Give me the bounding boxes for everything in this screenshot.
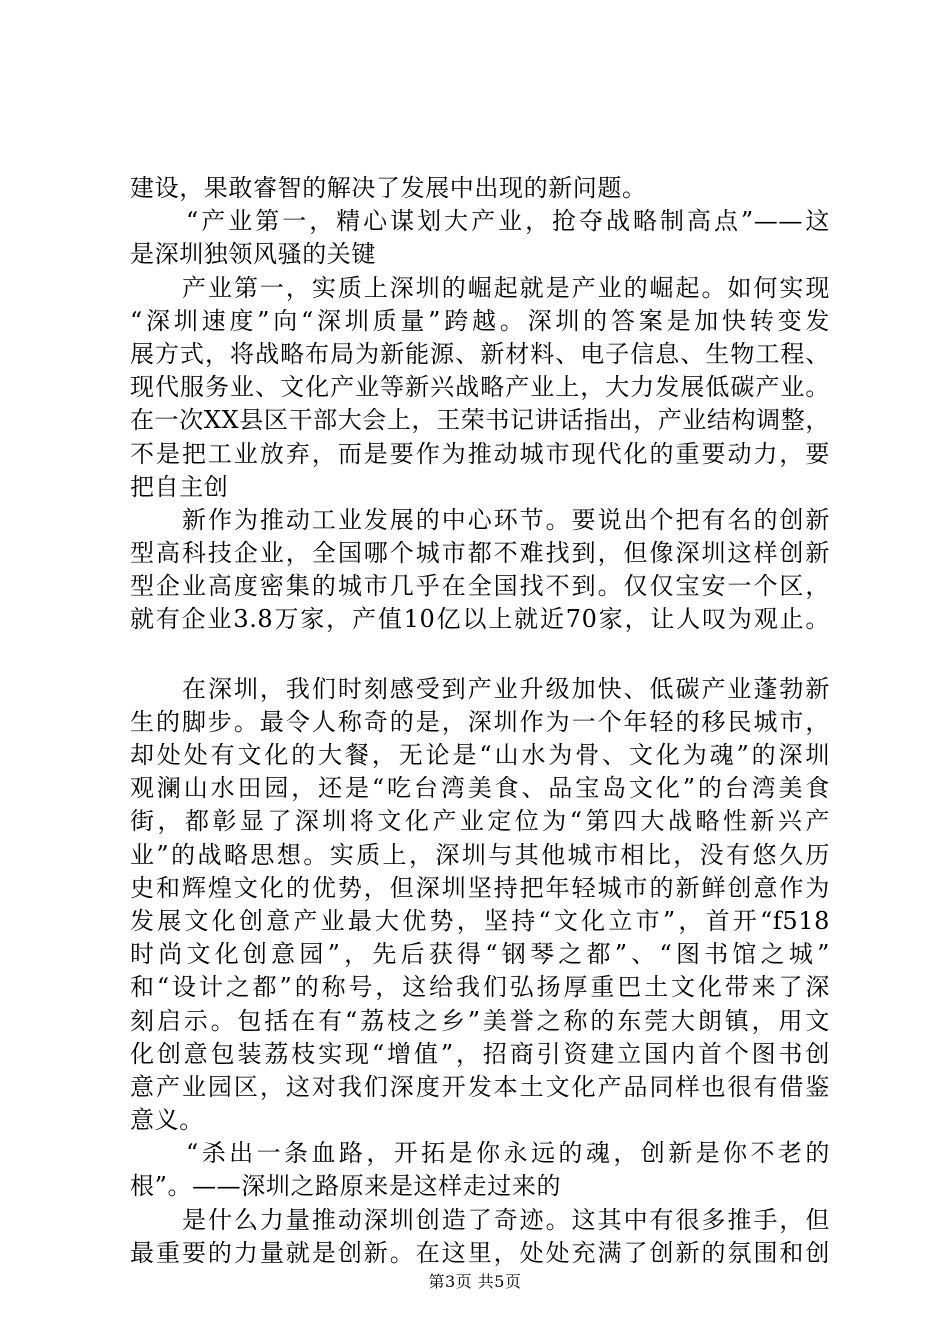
text-line: 街，都彰显了深圳将文化产业定位为“第四大战略性新兴产 bbox=[130, 807, 830, 836]
text-line: “产业第一，精心谋划大产业，抢夺战略制高点”——这 bbox=[186, 207, 830, 236]
text-line: 是深圳独领风骚的关键 bbox=[130, 240, 376, 269]
text-line: “杀出一条血路，开拓是你永远的魂，创新是你不老的 bbox=[186, 1139, 830, 1168]
text-line: 生的脚步。最令人称奇的是，深圳作为一个年轻的移民城市， bbox=[130, 707, 830, 736]
text-line: 是什么力量推动深圳创造了奇迹。这其中有很多推手，但 bbox=[182, 1205, 830, 1234]
text-line: 把自主创 bbox=[130, 472, 229, 501]
text-line: 意义。 bbox=[130, 1106, 204, 1135]
text-line: 新作为推动工业发展的中心环节。要说出个把有名的创新 bbox=[182, 505, 830, 534]
text-line: 型高科技企业，全国哪个城市都不难找到，但像深圳这样创新 bbox=[130, 539, 830, 568]
text-line: 观澜山水田园，还是“吃台湾美食、品宝岛文化”的台湾美食 bbox=[130, 774, 830, 803]
text-line: 在一次XX县区干部大会上，王荣书记讲话指出，产业结构调整， bbox=[130, 406, 830, 435]
text-line: 意产业园区，这对我们深度开发本土文化产品同样也很有借鉴 bbox=[130, 1072, 830, 1101]
text-line: 型企业高度密集的城市几乎在全国找不到。仅仅宝安一个区， bbox=[130, 572, 830, 601]
text-line: 最重要的力量就是创新。在这里，处处充满了创新的氛围和创 bbox=[130, 1238, 830, 1267]
text-line: 现代服务业、文化产业等新兴战略产业上，大力发展低碳产业。 bbox=[130, 373, 830, 402]
text-line: 刻启示。包括在有“荔枝之乡”美誉之称的东莞大朗镇，用文 bbox=[130, 1006, 830, 1035]
text-line: 和“设计之都”的称号，这给我们弘扬厚重巴土文化带来了深 bbox=[130, 973, 830, 1002]
page-footer: 第3页 共5页 bbox=[428, 1272, 522, 1291]
text-line: 发展文化创意产业最大优势，坚持“文化立市”，首开“f518 bbox=[130, 906, 830, 935]
document-body bbox=[130, 172, 830, 1270]
text-line: 化创意包装荔枝实现“增值”，招商引资建立国内首个图书创 bbox=[130, 1039, 830, 1068]
text-line: 就有企业3.8万家，产值10亿以上就近70家，让人叹为观止。 bbox=[130, 605, 830, 634]
text-line: 在深圳，我们时刻感受到产业升级加快、低碳产业蓬勃新 bbox=[182, 674, 830, 703]
text-line: 史和辉煌文化的优势，但深圳坚持把年轻城市的新鲜创意作为 bbox=[130, 873, 830, 902]
text-line: 展方式，将战略布局为新能源、新材料、电子信息、生物工程、 bbox=[130, 339, 830, 368]
text-line: 业”的战略思想。实质上，深圳与其他城市相比，没有悠久历 bbox=[130, 840, 830, 869]
paragraph-gap bbox=[130, 637, 830, 673]
text-line: 却处处有文化的大餐，无论是“山水为骨、文化为魂”的深圳 bbox=[130, 741, 830, 769]
text-line: 产业第一，实质上深圳的崛起就是产业的崛起。如何实现 bbox=[182, 273, 830, 302]
text-line: 不是把工业放弃，而是要作为推动城市现代化的重要动力，要 bbox=[130, 439, 830, 468]
text-line: “深圳速度”向“深圳质量”跨越。深圳的答案是加快转变发 bbox=[130, 306, 830, 335]
text-line: 时尚文化创意园”，先后获得“钢琴之都”、“图书馆之城” bbox=[130, 940, 830, 969]
text-line: 根”。——深圳之路原来是这样走过来的 bbox=[130, 1172, 562, 1201]
text-line: 建设，果敢睿智的解决了发展中出现的新问题。 bbox=[130, 174, 647, 202]
